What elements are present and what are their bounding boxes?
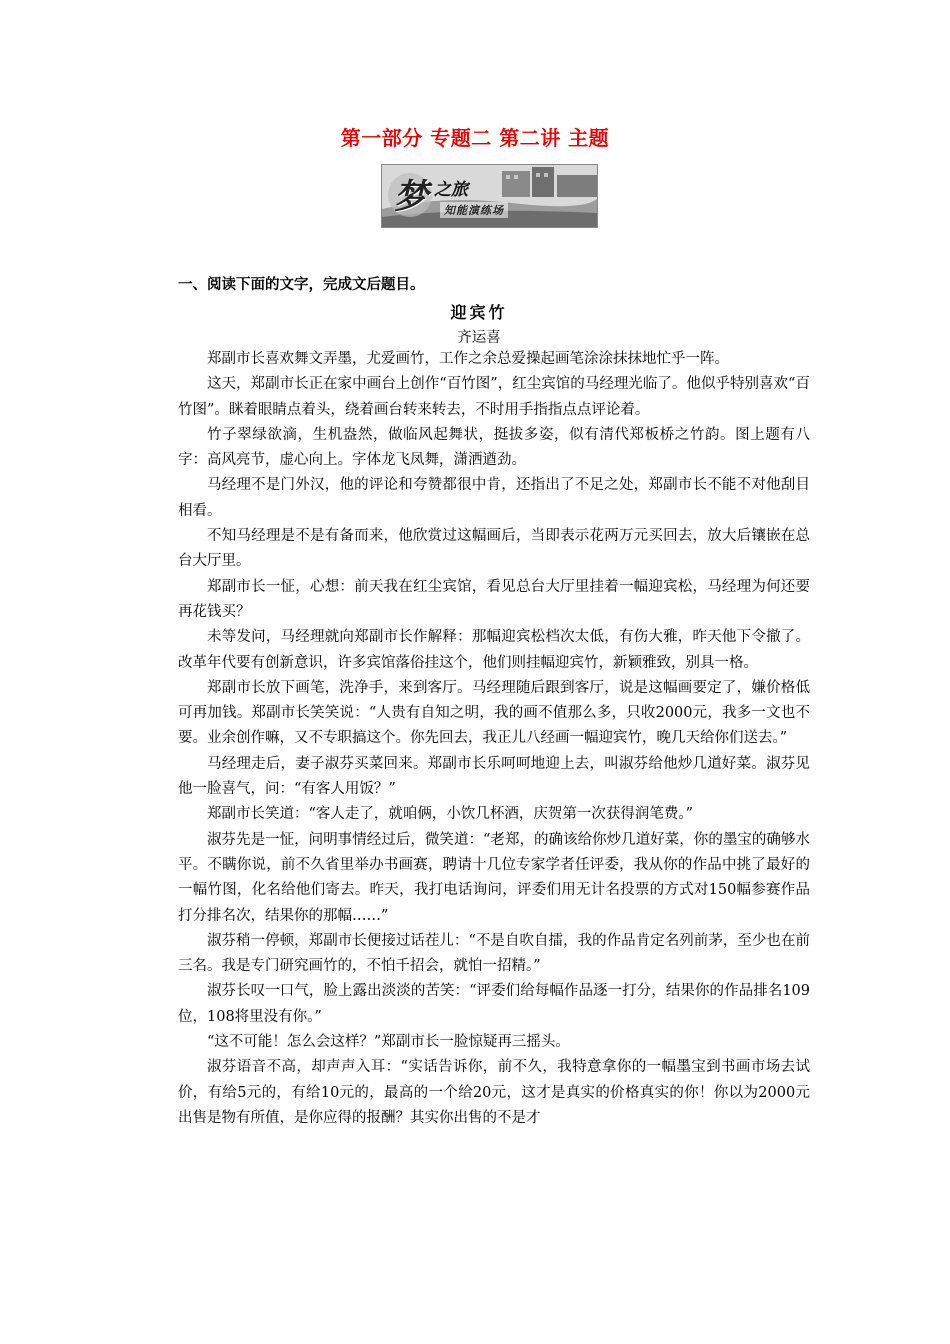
paragraph: 马经理不是门外汉，他的评论和夸赞都很中肯，还指出了不足之处，郑副市长不能不对他刮目相看。	[178, 477, 810, 519]
story-title: 迎宾竹	[450, 303, 508, 322]
paragraph: 不知马经理是不是有备而来，他欣赏过这幅画后，当即表示花两万元买回去，放大后镶嵌在总台大厅里。	[178, 528, 810, 570]
header-banner-image	[381, 164, 598, 228]
banner-logo-text: 梦	[394, 177, 428, 217]
paragraph: 郑副市长一怔，心想：前天我在红尘宾馆，看见总台大厅里挂着一幅迎宾松，马经理为何还要再花钱买？	[178, 578, 810, 620]
paragraph: 郑副市长放下画笔，洗净手，来到客厅。马经理随后跟到客厅，说是这幅画要定了，嫌价格低可再加钱。郑副市长笑笑说：“人贵有自知之明，我的画不值那么多，只收2000元，我多一文也不要。业余创作嘛，又不专职搞这个。你先回去，我正儿八经画一幅迎宾竹，晚几天给你们送去。”	[178, 679, 810, 747]
paragraph: 淑芬先是一怔，问明事情经过后，微笑道：“老郑，的确该给你炒几道好菜，你的墨宝的确够水平。不瞒你说，前不久省里举办书画赛，聘请十几位专家学者任评委，我从你的作品中挑了最好的一幅竹图，化名给他们寄去。昨天，我打电话询问，评委们用无计名投票的方式对150幅参赛作品打分排名次，结果你的那幅……”	[178, 831, 810, 924]
paragraph: 淑芬长叹一口气，脸上露出淡淡的苦笑：“评委们给每幅作品逐一打分，结果你的作品排名109位，108将里没有你。”	[178, 983, 810, 1025]
banner-logo-text: 之旅	[434, 180, 468, 200]
paragraph: “这不可能！怎么会这样？”郑副市长一脸惊疑再三摇头。	[207, 1034, 570, 1051]
story-author: 齐运喜	[457, 330, 501, 346]
banner-subtitle: 知能演练场	[440, 202, 508, 218]
paragraph: 竹子翠绿欲滴，生机盎然，做临风起舞状，挺拔多姿，似有清代郑板桥之竹韵。图上题有八字：高风亮节，虚心向上。字体龙飞凤舞，潇洒遒劲。	[178, 426, 810, 469]
paragraph: 淑芬稍一停顿，郑副市长便接过话茬儿：“不是自吹自擂，我的作品肯定名列前茅，至少也在前三名。我是专门研究画竹的，不怕千招会，就怕一招精。”	[178, 932, 810, 975]
paragraph: 郑副市长喜欢舞文弄墨，尤爱画竹，工作之余总爱操起画笔涂涂抹抹地忙乎一阵。	[207, 351, 729, 367]
paragraph: 未等发问，马经理就向郑副市长作解释：那幅迎宾松档次太低，有伤大雅，昨天他下令撤了。改革年代要有创新意识，许多宾馆落俗挂这个，他们则挂幅迎宾竹，新颖雅致，别具一格。	[178, 629, 810, 671]
paragraph: 马经理走后，妻子淑芬买菜回来。郑副市长乐呵呵地迎上去，叫淑芬给他炒几道好菜。淑芬见他一脸喜气，问：“有客人用饭？”	[178, 755, 810, 798]
paragraph: 这天，郑副市长正在家中画台上创作“百竹图”，红尘宾馆的马经理光临了。他似乎特别喜欢“百竹图”。眯着眼睛点着头，绕着画台转来转去，不时用手指指点点评论着。	[178, 376, 810, 418]
story-body	[178, 347, 810, 1131]
question-heading: 一、阅读下面的文字，完成文后题目。	[178, 277, 425, 293]
paragraph: 郑副市长笑道：“客人走了，就咱俩，小饮几杯酒，庆贺第一次获得润笔费。”	[207, 806, 694, 823]
page-title: 第一部分 专题二 第二讲 主题	[340, 126, 610, 150]
paragraph: 淑芬语音不高，却声声入耳：“实话告诉你，前不久，我特意拿你的一幅墨宝到书画市场去试价，有给5元的，有给10元的，最高的一个给20元，这才是真实的价格真实的你！你以为2000元出售是物有所值，是你应得的报酬？其实你出售的不是才	[178, 1059, 810, 1126]
